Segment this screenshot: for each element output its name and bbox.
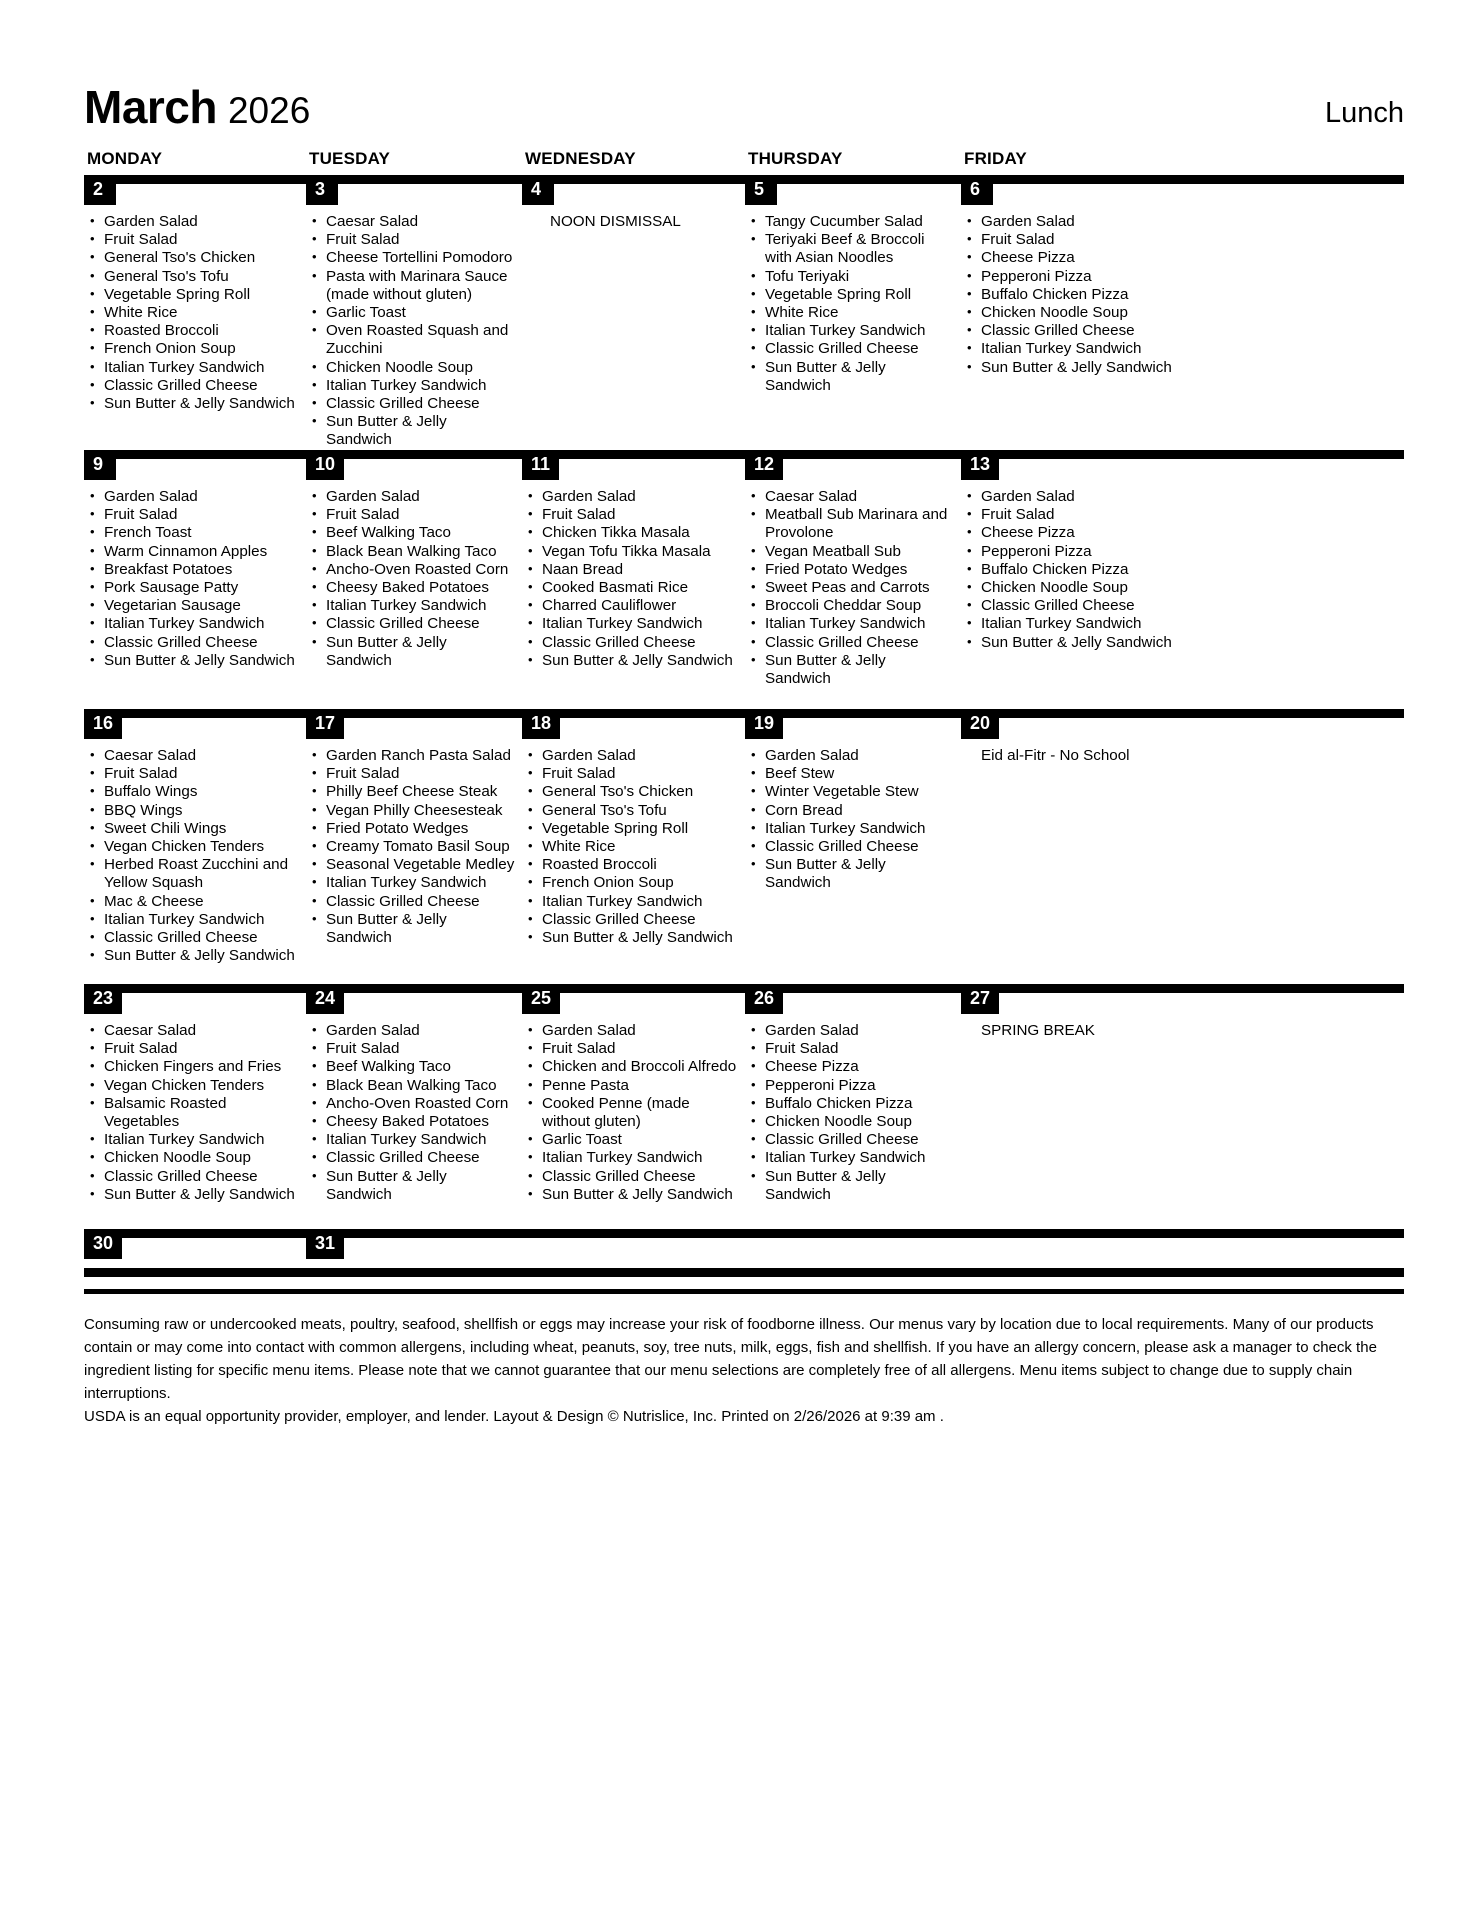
menu-item: • Fruit Salad: [84, 765, 306, 783]
menu-item: • Italian Turkey Sandwich: [84, 1131, 306, 1149]
menu-item-list: [84, 459, 306, 670]
menu-item-list: [961, 459, 1184, 652]
menu-item: • Classic Grilled Cheese: [306, 1149, 522, 1167]
menu-item: • Chicken Noodle Soup: [961, 579, 1184, 597]
day-number-badge: 9: [84, 450, 116, 480]
day-cell-23[interactable]: [84, 988, 306, 1223]
meal-label: Lunch: [1324, 97, 1404, 129]
menu-item: • Fruit Salad: [961, 506, 1184, 524]
menu-item: • Sun Butter & Jelly Sandwich: [522, 652, 745, 670]
menu-item-list: [522, 993, 745, 1204]
footer-disclaimer: [84, 1313, 1404, 1428]
menu-item: • Chicken Noodle Soup: [745, 1113, 961, 1131]
menu-item: • Sun Butter & Jelly Sandwich: [84, 1186, 306, 1204]
menu-item: • Sun Butter & Jelly Sandwich: [745, 1168, 961, 1204]
menu-item: • Fruit Salad: [522, 506, 745, 524]
menu-item: • Chicken Fingers and Fries: [84, 1058, 306, 1076]
menu-item: • Classic Grilled Cheese: [522, 634, 745, 652]
menu-item: • Garlic Toast: [522, 1131, 745, 1149]
menu-item: • Sun Butter & Jelly Sandwich: [522, 1186, 745, 1204]
week-cells: [84, 1233, 1404, 1268]
menu-item: • Cheese Tortellini Pomodoro: [306, 249, 522, 267]
menu-item: • Classic Grilled Cheese: [84, 377, 306, 395]
menu-item: • Garlic Toast: [306, 304, 522, 322]
menu-item: • Classic Grilled Cheese: [306, 893, 522, 911]
day-cell-13[interactable]: [961, 454, 1184, 705]
weeks-container: [84, 175, 1404, 1294]
menu-item: • Cheesy Baked Potatoes: [306, 579, 522, 597]
day-cell-18[interactable]: [522, 713, 745, 980]
menu-item: • Sun Butter & Jelly Sandwich: [961, 359, 1184, 377]
week-row-1: [84, 175, 1404, 449]
masthead: [84, 72, 1404, 133]
day-number-badge: 25: [522, 984, 560, 1014]
week-top-rule: [84, 709, 1404, 718]
menu-item: • Fruit Salad: [306, 231, 522, 249]
menu-item: • Classic Grilled Cheese: [961, 597, 1184, 615]
menu-item: • Garden Salad: [961, 488, 1184, 506]
menu-item: • Classic Grilled Cheese: [84, 634, 306, 652]
menu-item: • Fruit Salad: [84, 231, 306, 249]
menu-item: • Italian Turkey Sandwich: [522, 1149, 745, 1167]
day-cell-26[interactable]: [745, 988, 961, 1223]
day-number-badge: 27: [961, 984, 999, 1014]
menu-item: • Pepperoni Pizza: [961, 268, 1184, 286]
day-cell-16[interactable]: [84, 713, 306, 980]
day-number-badge: 3: [306, 175, 338, 205]
menu-item: • Fruit Salad: [522, 1040, 745, 1058]
menu-item: • Classic Grilled Cheese: [306, 615, 522, 633]
menu-item: • Fruit Salad: [306, 1040, 522, 1058]
day-number-badge: 23: [84, 984, 122, 1014]
menu-item-list: [745, 718, 961, 893]
day-note: Eid al-Fitr - No School: [981, 747, 1130, 764]
menu-item: • BBQ Wings: [84, 802, 306, 820]
menu-item: • Italian Turkey Sandwich: [961, 615, 1184, 633]
menu-item: • Classic Grilled Cheese: [306, 395, 522, 413]
menu-item: • Vegan Chicken Tenders: [84, 1077, 306, 1095]
menu-item: • Garden Salad: [84, 488, 306, 506]
day-cell-3[interactable]: [306, 179, 522, 449]
menu-item-list: [306, 993, 522, 1204]
menu-item: • Sun Butter & Jelly Sandwich: [745, 359, 961, 395]
day-number-badge: 12: [745, 450, 783, 480]
day-number-badge: 10: [306, 450, 344, 480]
menu-item: • Broccoli Cheddar Soup: [745, 597, 961, 615]
menu-item: • Teriyaki Beef & Broccoli with Asian Noodles: [745, 231, 961, 267]
day-number-badge: 19: [745, 709, 783, 739]
menu-item: • Sun Butter & Jelly Sandwich: [84, 947, 306, 965]
menu-item: • Seasonal Vegetable Medley: [306, 856, 522, 874]
menu-item: • Buffalo Chicken Pizza: [961, 286, 1184, 304]
menu-item: • Ancho-Oven Roasted Corn: [306, 1095, 522, 1113]
menu-item: • Chicken Noodle Soup: [961, 304, 1184, 322]
menu-item: • Fruit Salad: [84, 506, 306, 524]
menu-item: • Italian Turkey Sandwich: [745, 820, 961, 838]
menu-item: • Italian Turkey Sandwich: [745, 1149, 961, 1167]
menu-item: • Breakfast Potatoes: [84, 561, 306, 579]
week-row-3: [84, 709, 1404, 980]
day-name-tuesday: TUESDAY: [309, 149, 391, 168]
menu-item: • Garden Salad: [522, 747, 745, 765]
menu-item: • Caesar Salad: [84, 1022, 306, 1040]
day-cell-25[interactable]: [522, 988, 745, 1223]
menu-item: • Sun Butter & Jelly Sandwich: [745, 856, 961, 892]
menu-item: • Oven Roasted Squash and Zucchini: [306, 322, 522, 358]
menu-item: • Classic Grilled Cheese: [522, 911, 745, 929]
day-cell-20[interactable]: [961, 713, 1184, 980]
week-row-5: [84, 1229, 1404, 1294]
menu-item: • White Rice: [84, 304, 306, 322]
week-row-4: [84, 984, 1404, 1223]
menu-item: • Caesar Salad: [745, 488, 961, 506]
week-cells: [84, 988, 1404, 1223]
menu-item: • Chicken Noodle Soup: [306, 359, 522, 377]
menu-item: • Charred Cauliflower: [522, 597, 745, 615]
menu-item: • Fruit Salad: [961, 231, 1184, 249]
day-cell-31[interactable]: [306, 1233, 522, 1268]
menu-item: • Cooked Basmati Rice: [522, 579, 745, 597]
menu-item-list: [745, 184, 961, 395]
menu-item-list: [745, 993, 961, 1204]
title-month: March: [84, 81, 217, 133]
menu-item: • Vegetarian Sausage: [84, 597, 306, 615]
menu-item: • Pepperoni Pizza: [961, 543, 1184, 561]
day-cell-17[interactable]: [306, 713, 522, 980]
menu-item: • Fried Potato Wedges: [745, 561, 961, 579]
menu-item: • Italian Turkey Sandwich: [306, 874, 522, 892]
day-number-badge: 16: [84, 709, 122, 739]
menu-item: • Vegetable Spring Roll: [84, 286, 306, 304]
menu-item: • Sweet Peas and Carrots: [745, 579, 961, 597]
menu-item: • Buffalo Chicken Pizza: [745, 1095, 961, 1113]
menu-item: • General Tso's Chicken: [522, 783, 745, 801]
day-cell-empty[interactable]: [961, 1238, 1184, 1268]
day-cell-10[interactable]: [306, 454, 522, 705]
page-title: [84, 81, 311, 133]
day-number-badge: 30: [84, 1229, 122, 1259]
week-top-rule: [84, 1229, 1404, 1238]
day-note: SPRING BREAK: [981, 1022, 1095, 1039]
menu-item: • General Tso's Tofu: [84, 268, 306, 286]
menu-item-list: [84, 184, 306, 413]
menu-item: • Classic Grilled Cheese: [84, 929, 306, 947]
menu-item: • Buffalo Chicken Pizza: [961, 561, 1184, 579]
menu-item: • Sun Butter & Jelly Sandwich: [961, 634, 1184, 652]
day-number-badge: 17: [306, 709, 344, 739]
menu-item: • General Tso's Tofu: [522, 802, 745, 820]
menu-item: • Pepperoni Pizza: [745, 1077, 961, 1095]
menu-item: • Garden Salad: [745, 1022, 961, 1040]
menu-item: • Classic Grilled Cheese: [745, 634, 961, 652]
menu-item: • Classic Grilled Cheese: [84, 1168, 306, 1186]
menu-item: • Meatball Sub Marinara and Provolone: [745, 506, 961, 542]
menu-item: • French Onion Soup: [522, 874, 745, 892]
menu-item: • Pasta with Marinara Sauce (made without gluten): [306, 268, 522, 304]
menu-item: • White Rice: [522, 838, 745, 856]
menu-item: • Italian Turkey Sandwich: [84, 911, 306, 929]
menu-item: • Vegan Tofu Tikka Masala: [522, 543, 745, 561]
menu-item: • Garden Salad: [961, 213, 1184, 231]
day-cell-2[interactable]: [84, 179, 306, 446]
day-name-monday: MONDAY: [87, 149, 163, 168]
menu-item: • Ancho-Oven Roasted Corn: [306, 561, 522, 579]
menu-item-list: [745, 459, 961, 688]
day-cell-12[interactable]: [745, 454, 961, 705]
menu-item: • General Tso's Chicken: [84, 249, 306, 267]
menu-item: • Fruit Salad: [745, 1040, 961, 1058]
menu-item: • Classic Grilled Cheese: [745, 838, 961, 856]
day-number-badge: 24: [306, 984, 344, 1014]
menu-item: • Chicken and Broccoli Alfredo: [522, 1058, 745, 1076]
menu-item: • Vegetable Spring Roll: [745, 286, 961, 304]
menu-item-list: [522, 459, 745, 670]
menu-item: • Vegan Meatball Sub: [745, 543, 961, 561]
menu-item: • Classic Grilled Cheese: [961, 322, 1184, 340]
menu-item: • French Toast: [84, 524, 306, 542]
menu-item: • Italian Turkey Sandwich: [745, 615, 961, 633]
menu-item: • Sun Butter & Jelly Sandwich: [306, 413, 522, 449]
menu-item: • Cheese Pizza: [745, 1058, 961, 1076]
menu-item: • Cheese Pizza: [961, 249, 1184, 267]
week-bottom-rule: [84, 1268, 1404, 1277]
day-of-week-header: [84, 149, 1404, 171]
day-number-badge: 5: [745, 175, 777, 205]
menu-item: • Fruit Salad: [84, 1040, 306, 1058]
day-number-badge: 18: [522, 709, 560, 739]
menu-item: • Garden Salad: [84, 213, 306, 231]
day-cell-9[interactable]: [84, 454, 306, 705]
day-number-badge: 6: [961, 175, 993, 205]
menu-item: • French Onion Soup: [84, 340, 306, 358]
menu-item: • Garden Salad: [522, 488, 745, 506]
menu-item: • Vegan Chicken Tenders: [84, 838, 306, 856]
menu-item-list: [84, 718, 306, 965]
day-number-badge: 31: [306, 1229, 344, 1259]
menu-item: • Pork Sausage Patty: [84, 579, 306, 597]
day-cell-24[interactable]: [306, 988, 522, 1223]
title-year: 2026: [227, 90, 311, 131]
week-cells: [84, 454, 1404, 705]
menu-item: • Vegetable Spring Roll: [522, 820, 745, 838]
menu-item: • Sun Butter & Jelly Sandwich: [522, 929, 745, 947]
menu-item: • Garden Salad: [306, 1022, 522, 1040]
day-cell-11[interactable]: [522, 454, 745, 705]
menu-item-list: [306, 184, 522, 450]
menu-item: • Italian Turkey Sandwich: [961, 340, 1184, 358]
menu-item: • Fruit Salad: [306, 506, 522, 524]
menu-item: • Garden Salad: [522, 1022, 745, 1040]
menu-item: • Tofu Teriyaki: [745, 268, 961, 286]
menu-item-list: [84, 993, 306, 1204]
menu-item: • Warm Cinnamon Apples: [84, 543, 306, 561]
day-number-badge: 26: [745, 984, 783, 1014]
menu-item: • Fruit Salad: [522, 765, 745, 783]
menu-item: • Buffalo Wings: [84, 783, 306, 801]
menu-item: • Beef Walking Taco: [306, 1058, 522, 1076]
menu-item: • Fruit Salad: [306, 765, 522, 783]
week-top-rule: [84, 984, 1404, 993]
footer-separator-rule: [84, 1289, 1404, 1294]
menu-item: • Beef Walking Taco: [306, 524, 522, 542]
menu-item: • Sun Butter & Jelly Sandwich: [745, 652, 961, 688]
day-cell-empty[interactable]: [745, 1238, 961, 1268]
menu-item-list: [961, 184, 1184, 377]
menu-item: • Roasted Broccoli: [84, 322, 306, 340]
day-number-badge: 13: [961, 450, 999, 480]
menu-item: • Sun Butter & Jelly Sandwich: [306, 911, 522, 947]
menu-item-list: [306, 718, 522, 947]
week-cells: [84, 179, 1404, 449]
menu-item: • Chicken Noodle Soup: [84, 1149, 306, 1167]
menu-item: • Garden Salad: [745, 747, 961, 765]
menu-item-list: [522, 718, 745, 947]
menu-item: • Philly Beef Cheese Steak: [306, 783, 522, 801]
menu-item: • Black Bean Walking Taco: [306, 1077, 522, 1095]
day-cell-empty[interactable]: [522, 1238, 745, 1268]
day-cell-4[interactable]: [522, 179, 745, 446]
menu-item: • Cheesy Baked Potatoes: [306, 1113, 522, 1131]
day-cell-30[interactable]: [84, 1233, 306, 1268]
day-number-badge: 4: [522, 175, 554, 205]
menu-item: • Cooked Penne (made without gluten): [522, 1095, 745, 1131]
week-top-rule: [84, 175, 1404, 184]
menu-item: • Balsamic Roasted Vegetables: [84, 1095, 306, 1131]
menu-item: • Tangy Cucumber Salad: [745, 213, 961, 231]
day-note: NOON DISMISSAL: [550, 213, 681, 230]
day-name-thursday: THURSDAY: [748, 149, 843, 168]
menu-item: • Classic Grilled Cheese: [745, 1131, 961, 1149]
menu-item: • Corn Bread: [745, 802, 961, 820]
menu-item: • Roasted Broccoli: [522, 856, 745, 874]
day-number-badge: 2: [84, 175, 116, 205]
menu-item: • Italian Turkey Sandwich: [522, 615, 745, 633]
menu-item: • Italian Turkey Sandwich: [745, 322, 961, 340]
menu-item: • Winter Vegetable Stew: [745, 783, 961, 801]
menu-item: • Mac & Cheese: [84, 893, 306, 911]
day-cell-27[interactable]: [961, 988, 1184, 1223]
week-row-2: [84, 450, 1404, 705]
menu-item: • Classic Grilled Cheese: [522, 1168, 745, 1186]
menu-item: • Italian Turkey Sandwich: [84, 359, 306, 377]
menu-item: • Italian Turkey Sandwich: [306, 377, 522, 395]
menu-item: • White Rice: [745, 304, 961, 322]
day-cell-5[interactable]: [745, 179, 961, 446]
menu-item: • Italian Turkey Sandwich: [306, 1131, 522, 1149]
menu-item: • Fried Potato Wedges: [306, 820, 522, 838]
menu-item: • Vegan Philly Cheesesteak: [306, 802, 522, 820]
menu-item: • Garden Ranch Pasta Salad: [306, 747, 522, 765]
day-cell-19[interactable]: [745, 713, 961, 980]
footer-line-1: Consuming raw or undercooked meats, poultry, seafood, shellfish or eggs may increase your risk of foodborne illness. Our menus vary by location due to local requirements. Many of our products contain or may come into contact with common allergens, including wheat, peanuts, soy, tree nuts, milk, eggs, fish and shellfish. If you have an allergy concern, please ask a manager to check the ingredient listing for specific menu items. Please note that we cannot guarantee that our menu selections are completely free of all allergens. Menu items subject to change due to supply chain interruptions.: [84, 1316, 1377, 1402]
day-name-wednesday: WEDNESDAY: [525, 149, 636, 168]
menu-item: • Black Bean Walking Taco: [306, 543, 522, 561]
menu-item-list: [306, 459, 522, 670]
menu-item: • Italian Turkey Sandwich: [84, 615, 306, 633]
week-top-rule: [84, 450, 1404, 459]
day-number-badge: 11: [522, 450, 559, 480]
menu-item: • Caesar Salad: [84, 747, 306, 765]
menu-item: • Sun Butter & Jelly Sandwich: [84, 652, 306, 670]
menu-item: • Creamy Tomato Basil Soup: [306, 838, 522, 856]
menu-item: • Sun Butter & Jelly Sandwich: [306, 1168, 522, 1204]
menu-item: • Caesar Salad: [306, 213, 522, 231]
week-cells: [84, 713, 1404, 980]
menu-item: • Italian Turkey Sandwich: [306, 597, 522, 615]
day-cell-6[interactable]: [961, 179, 1184, 446]
menu-item: • Garden Salad: [306, 488, 522, 506]
menu-item: • Classic Grilled Cheese: [745, 340, 961, 358]
day-number-badge: 20: [961, 709, 999, 739]
menu-item: • Chicken Tikka Masala: [522, 524, 745, 542]
menu-item: • Sun Butter & Jelly Sandwich: [84, 395, 306, 413]
menu-item: • Cheese Pizza: [961, 524, 1184, 542]
menu-item: • Sweet Chili Wings: [84, 820, 306, 838]
footer-line-2: USDA is an equal opportunity provider, employer, and lender. Layout & Design © Nutrislice, Inc. Printed on 2/26/2026 at 9:39 am .: [84, 1408, 944, 1425]
menu-item: • Penne Pasta: [522, 1077, 745, 1095]
menu-item: • Sun Butter & Jelly Sandwich: [306, 634, 522, 670]
menu-item: • Naan Bread: [522, 561, 745, 579]
menu-item: • Beef Stew: [745, 765, 961, 783]
menu-item: • Italian Turkey Sandwich: [522, 893, 745, 911]
menu-item: • Herbed Roast Zucchini and Yellow Squash: [84, 856, 306, 892]
day-name-friday: FRIDAY: [964, 149, 1027, 168]
